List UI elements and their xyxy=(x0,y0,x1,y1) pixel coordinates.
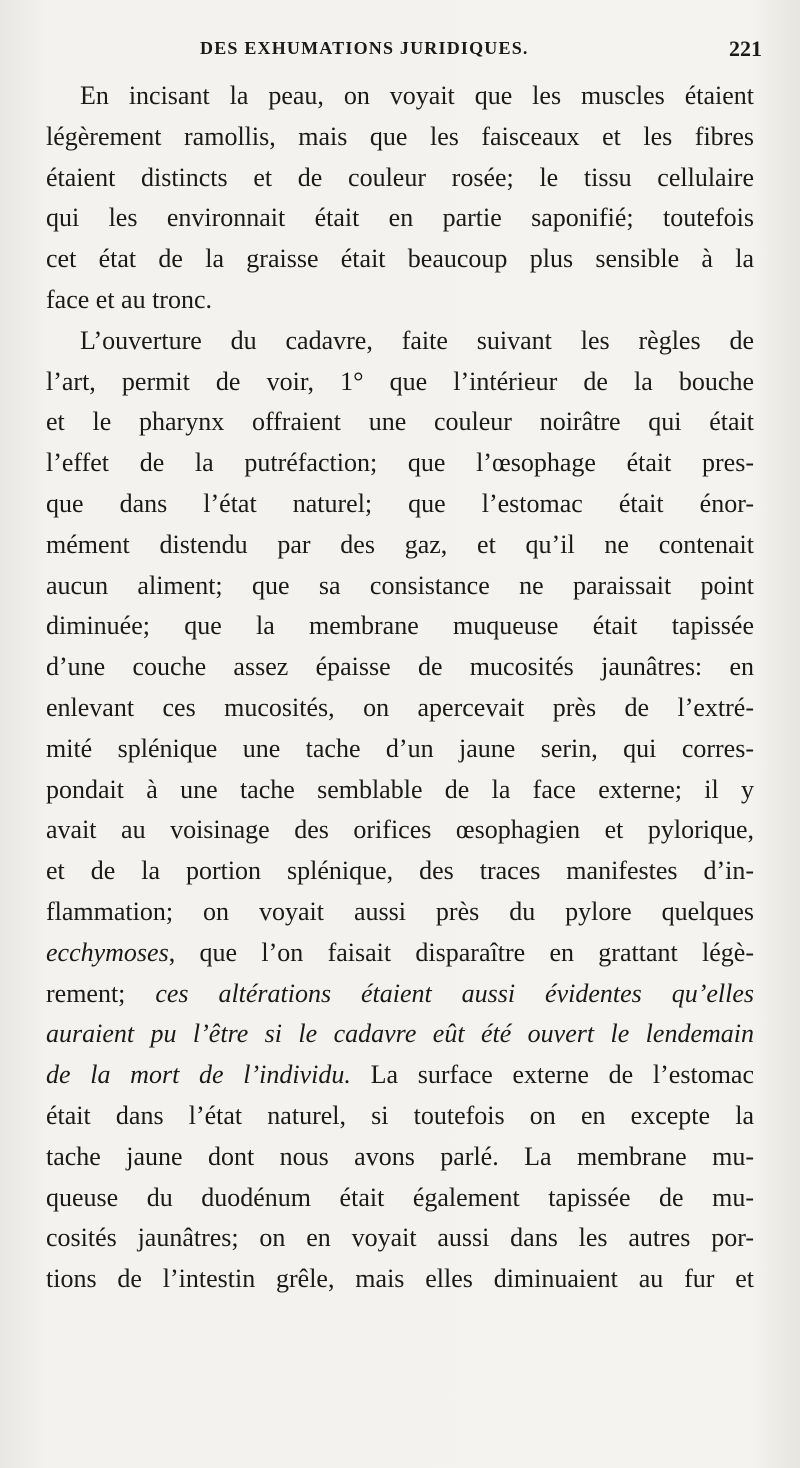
text-line xyxy=(46,770,754,811)
running-title: DES EXHUMATIONS JURIDIQUES. xyxy=(200,38,529,58)
text-line xyxy=(46,321,754,362)
text-line xyxy=(46,443,754,484)
text-line xyxy=(46,688,754,729)
text-line xyxy=(46,892,754,933)
text-run: était dans l’état naturel, si toutefois on en excepte la xyxy=(46,1100,754,1130)
text-run: étaient distincts et de couleur rosée; le tissu cellulaire xyxy=(46,162,754,192)
italic-text: ecchymoses xyxy=(46,937,169,967)
text-run: qui les environnait était en partie saponifié; toutefois xyxy=(46,203,754,233)
running-head xyxy=(200,38,762,68)
text-run: que dans l’état naturel; que l’estomac était énor- xyxy=(46,488,754,518)
text-line xyxy=(46,1178,754,1219)
text-run: avait au voisinage des orifices œsophagien et pylorique, xyxy=(46,815,754,845)
text-line xyxy=(46,1014,754,1055)
text-run: , que l’on faisait disparaître en grattant légè- xyxy=(168,937,754,967)
text-run: queuse du duodénum était également tapissée de mu- xyxy=(46,1182,754,1212)
text-line xyxy=(46,810,754,851)
text-line xyxy=(46,974,754,1015)
text-run: cet état de la graisse était beaucoup plus sensible à la xyxy=(46,244,754,274)
text-line xyxy=(46,76,754,117)
text-line xyxy=(46,1055,754,1096)
text-line xyxy=(46,647,754,688)
text-run: et le pharynx offraient une couleur noirâtre qui était xyxy=(46,407,754,437)
text-line xyxy=(46,933,754,974)
text-line xyxy=(46,362,754,403)
text-line xyxy=(46,606,754,647)
text-run: tions de l’intestin grêle, mais elles diminuaient au fur et xyxy=(46,1264,754,1294)
text-run: légèrement ramollis, mais que les faisceaux et les fibres xyxy=(46,121,754,151)
text-line xyxy=(46,198,754,239)
text-run: face et au tronc. xyxy=(46,284,213,314)
text-run: En incisant la peau, on voyait que les muscles étaient xyxy=(80,81,754,110)
text-run: l’art, permit de voir, 1° que l’intérieur de la bouche xyxy=(46,366,754,396)
body-text xyxy=(46,76,754,1300)
text-line xyxy=(46,158,754,199)
text-line xyxy=(46,280,754,321)
text-run: cosités jaunâtres; on en voyait aussi dans les autres por- xyxy=(46,1223,754,1253)
page-number: 221 xyxy=(729,36,762,61)
text-run: pondait à une tache semblable de la face externe; il y xyxy=(46,774,754,804)
text-line xyxy=(46,1259,754,1300)
text-run: aucun aliment; que sa consistance ne paraissait point xyxy=(46,570,754,600)
text-run: mité splénique une tache d’un jaune serin, qui corres- xyxy=(46,733,754,763)
text-run: tache jaune dont nous avons parlé. La membrane mu- xyxy=(46,1141,754,1171)
text-line xyxy=(46,402,754,443)
italic-text: auraient pu l’être si le cadavre eût été ouvert le lendemain xyxy=(46,1019,754,1049)
text-run: rement; xyxy=(46,978,156,1008)
text-run: mément distendu par des gaz, et qu’il ne contenait xyxy=(46,529,754,559)
text-run: et de la portion splénique, des traces manifestes d’in- xyxy=(46,856,754,886)
text-line xyxy=(46,117,754,158)
text-line xyxy=(46,1096,754,1137)
text-run: L’ouverture du cadavre, faite suivant les règles de xyxy=(80,325,754,355)
text-run: flammation; on voyait aussi près du pylore quelques xyxy=(46,896,754,926)
text-run: La surface externe de l’estomac xyxy=(350,1060,754,1090)
text-line xyxy=(46,729,754,770)
text-line xyxy=(46,525,754,566)
text-run: diminuée; que la membrane muqueuse était tapissée xyxy=(46,611,754,641)
italic-text: de la mort de l’individu. xyxy=(46,1060,351,1090)
text-run: d’une couche assez épaisse de mucosités jaunâtres: en xyxy=(46,652,754,682)
text-line xyxy=(46,484,754,525)
text-line xyxy=(46,566,754,607)
text-line xyxy=(46,1137,754,1178)
text-run: l’effet de la putréfaction; que l’œsophage était pres- xyxy=(46,448,754,478)
text-line xyxy=(46,1218,754,1259)
italic-text: ces altérations étaient aussi évidentes qu’elles xyxy=(155,978,754,1008)
text-run: enlevant ces mucosités, on apercevait près de l’extré- xyxy=(46,692,754,722)
text-line xyxy=(46,239,754,280)
text-line xyxy=(46,851,754,892)
